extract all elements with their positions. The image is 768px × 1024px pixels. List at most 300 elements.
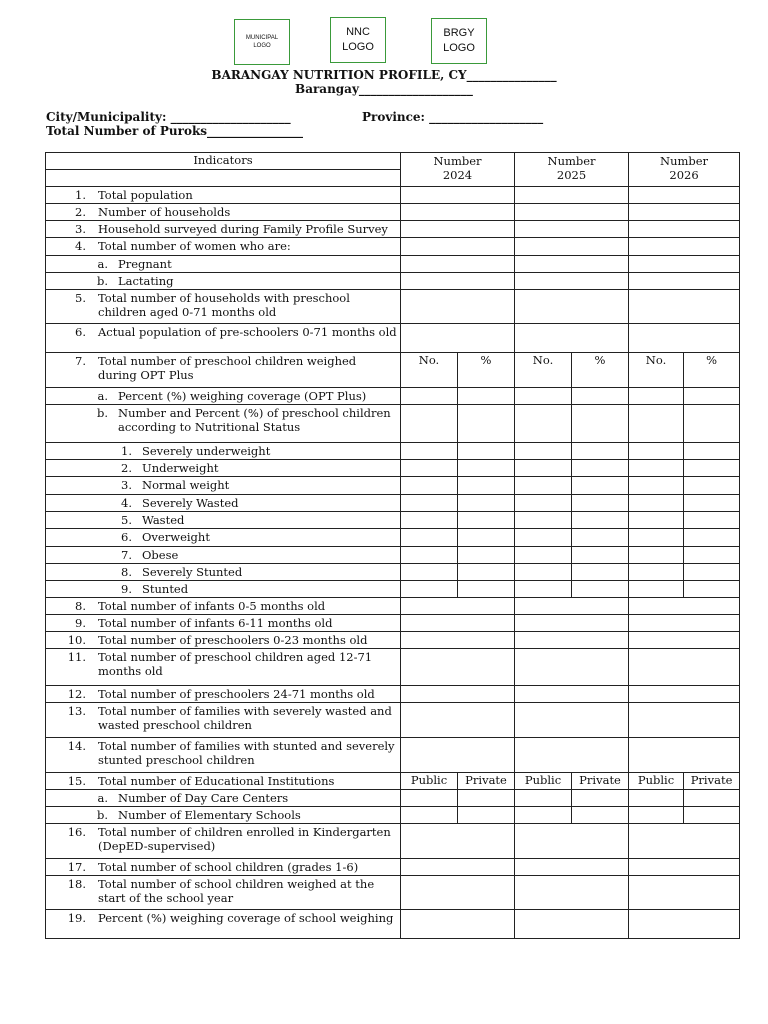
- indicator-line: [46, 389, 398, 403]
- indicator-row: [46, 790, 740, 807]
- value-cell[interactable]: [684, 495, 740, 512]
- value-cell[interactable]: [629, 790, 684, 807]
- indicator-line: [46, 791, 398, 805]
- table-header-row: [46, 153, 740, 170]
- value-cell[interactable]: [629, 512, 684, 529]
- value-cell[interactable]: [629, 204, 740, 221]
- indicator-row: [46, 460, 740, 477]
- indicator-text: Severely Wasted: [142, 496, 239, 510]
- value-cell[interactable]: [458, 405, 515, 443]
- indicator-text: Normal weight: [142, 478, 230, 492]
- value-cell[interactable]: [572, 547, 629, 564]
- indicator-number: b.: [96, 274, 108, 288]
- indicator-line: [46, 205, 398, 219]
- value-cell[interactable]: [401, 187, 515, 204]
- value-cell[interactable]: [515, 495, 572, 512]
- nnc-logo-label: NNC LOGO: [342, 26, 374, 53]
- indicator-label: [46, 238, 401, 256]
- indicator-number: 9.: [75, 616, 86, 630]
- value-cell[interactable]: [629, 238, 740, 256]
- no-subheader: No.: [629, 353, 684, 388]
- indicator-row: [46, 512, 740, 529]
- indicator-line: [46, 406, 398, 434]
- indicator-row: [46, 495, 740, 512]
- indicator-label: [46, 353, 401, 388]
- indicator-row: [46, 598, 740, 615]
- indicator-number: 19.: [67, 911, 86, 925]
- indicator-line: [46, 291, 398, 319]
- value-cell[interactable]: [572, 405, 629, 443]
- indicator-text: Overweight: [142, 530, 210, 544]
- indicator-number: 13.: [67, 704, 86, 718]
- year-header: Number 2026: [629, 153, 740, 187]
- value-cell[interactable]: [629, 273, 740, 290]
- indicator-label: [46, 443, 401, 460]
- indicator-line: [46, 860, 398, 874]
- indicator-text: Severely Stunted: [142, 565, 243, 579]
- indicator-text: Total number of infants 6-11 months old: [98, 616, 333, 630]
- value-cell[interactable]: [515, 807, 572, 824]
- value-cell[interactable]: [401, 859, 515, 876]
- indicator-number: 7.: [121, 548, 132, 562]
- value-cell[interactable]: [401, 807, 458, 824]
- value-cell[interactable]: [684, 581, 740, 598]
- value-cell[interactable]: [401, 256, 515, 273]
- value-cell[interactable]: [629, 221, 740, 238]
- public-subheader: Public: [629, 773, 684, 790]
- indicators-header-blank: [46, 170, 401, 187]
- indicator-row: [46, 876, 740, 910]
- value-cell[interactable]: [629, 495, 684, 512]
- indicator-text: Stunted: [142, 582, 189, 596]
- value-cell[interactable]: [684, 512, 740, 529]
- value-cell[interactable]: [458, 547, 515, 564]
- value-cell[interactable]: [629, 460, 684, 477]
- indicator-line: [46, 354, 398, 382]
- indicator-label: [46, 581, 401, 598]
- value-cell[interactable]: [401, 324, 515, 353]
- value-cell[interactable]: [458, 388, 515, 405]
- indicator-label: [46, 388, 401, 405]
- value-cell[interactable]: [401, 703, 515, 738]
- indicator-text: Obese: [142, 548, 179, 562]
- value-cell[interactable]: [515, 529, 572, 547]
- indicator-label: [46, 649, 401, 686]
- indicator-number: 1.: [121, 444, 132, 458]
- indicator-line: [46, 222, 398, 236]
- indicator-row: [46, 703, 740, 738]
- indicator-line: [46, 257, 398, 271]
- indicator-row: [46, 547, 740, 564]
- value-cell[interactable]: [401, 512, 458, 529]
- value-cell[interactable]: [629, 598, 740, 615]
- city-municipality-field: City/Municipality: ____________________: [46, 110, 291, 124]
- value-cell[interactable]: [629, 632, 740, 649]
- value-cell[interactable]: [401, 547, 458, 564]
- value-cell[interactable]: [401, 564, 458, 581]
- indicator-row: [46, 686, 740, 703]
- value-cell[interactable]: [515, 876, 629, 910]
- indicator-number: 1.: [75, 188, 86, 202]
- indicator-line: [46, 461, 398, 475]
- barangay-field: Barangay___________________: [295, 82, 473, 96]
- value-cell[interactable]: [458, 495, 515, 512]
- indicator-number: 18.: [67, 877, 86, 891]
- indicator-text: Number of Elementary Schools: [118, 808, 301, 822]
- indicator-row: [46, 273, 740, 290]
- value-cell[interactable]: [515, 290, 629, 324]
- value-cell[interactable]: [401, 443, 458, 460]
- value-cell[interactable]: [515, 581, 572, 598]
- value-cell[interactable]: [515, 238, 629, 256]
- indicator-line: [46, 239, 398, 253]
- value-cell[interactable]: [458, 581, 515, 598]
- value-cell[interactable]: [629, 824, 740, 859]
- value-cell[interactable]: [401, 790, 458, 807]
- indicator-line: [46, 599, 398, 613]
- indicator-text: Number of households: [98, 205, 231, 219]
- value-cell[interactable]: [515, 738, 629, 773]
- indicator-text: Total number of women who are:: [98, 239, 291, 253]
- indicator-text: Total number of families with stunted and severely stunted preschool children: [98, 739, 395, 767]
- indicator-number: 16.: [67, 825, 86, 839]
- indicator-label: [46, 703, 401, 738]
- value-cell[interactable]: [629, 564, 684, 581]
- value-cell[interactable]: [515, 477, 572, 495]
- value-cell[interactable]: [515, 324, 629, 353]
- indicator-text: Wasted: [142, 513, 185, 527]
- indicator-label: [46, 512, 401, 529]
- value-cell[interactable]: [684, 477, 740, 495]
- value-cell[interactable]: [515, 388, 572, 405]
- value-cell[interactable]: [684, 564, 740, 581]
- indicator-line: [46, 513, 398, 527]
- value-cell[interactable]: [629, 187, 740, 204]
- indicator-row: [46, 256, 740, 273]
- value-cell[interactable]: [515, 910, 629, 939]
- indicator-text: Total number of infants 0-5 months old: [98, 599, 326, 613]
- indicator-number: 2.: [75, 205, 86, 219]
- indicator-text: Total number of households with preschool children aged 0-71 months old: [98, 291, 350, 319]
- private-subheader: Private: [458, 773, 515, 790]
- indicator-row: [46, 859, 740, 876]
- value-cell[interactable]: [401, 405, 458, 443]
- year-header: Number 2024: [401, 153, 515, 187]
- value-cell[interactable]: [401, 738, 515, 773]
- indicator-text: Actual population of pre-schoolers 0-71 months old: [98, 325, 397, 339]
- value-cell[interactable]: [401, 649, 515, 686]
- value-cell[interactable]: [684, 790, 740, 807]
- value-cell[interactable]: [629, 256, 740, 273]
- indicator-label: [46, 632, 401, 649]
- value-cell[interactable]: [401, 204, 515, 221]
- indicator-row: [46, 187, 740, 204]
- indicator-label: [46, 859, 401, 876]
- value-cell[interactable]: [684, 529, 740, 547]
- value-cell[interactable]: [401, 598, 515, 615]
- indicator-label: [46, 547, 401, 564]
- percent-subheader: %: [458, 353, 515, 388]
- value-cell[interactable]: [684, 388, 740, 405]
- value-cell[interactable]: [629, 686, 740, 703]
- value-cell[interactable]: [515, 273, 629, 290]
- indicator-row: [46, 238, 740, 256]
- value-cell[interactable]: [629, 547, 684, 564]
- indicator-text: Number of Day Care Centers: [118, 791, 289, 805]
- value-cell[interactable]: [515, 824, 629, 859]
- value-cell[interactable]: [629, 324, 740, 353]
- indicator-label: [46, 738, 401, 773]
- private-subheader: Private: [572, 773, 629, 790]
- indicator-number: 14.: [67, 739, 86, 753]
- indicator-label: [46, 221, 401, 238]
- indicator-row: [46, 477, 740, 495]
- value-cell[interactable]: [515, 187, 629, 204]
- value-cell[interactable]: [515, 460, 572, 477]
- brgy-logo-label: BRGY LOGO: [443, 27, 475, 54]
- indicator-label: [46, 256, 401, 273]
- value-cell[interactable]: [401, 273, 515, 290]
- value-cell[interactable]: [572, 495, 629, 512]
- indicator-number: 6.: [75, 325, 86, 339]
- value-cell[interactable]: [572, 460, 629, 477]
- indicator-label: [46, 529, 401, 547]
- indicator-number: 9.: [121, 582, 132, 596]
- value-cell[interactable]: [401, 460, 458, 477]
- value-cell[interactable]: [572, 790, 629, 807]
- value-cell[interactable]: [401, 221, 515, 238]
- value-cell[interactable]: [572, 512, 629, 529]
- indicator-line: [46, 274, 398, 288]
- indicator-number: 5.: [75, 291, 86, 305]
- value-cell[interactable]: [572, 529, 629, 547]
- percent-subheader: %: [572, 353, 629, 388]
- value-cell[interactable]: [629, 477, 684, 495]
- indicators-header: Indicators: [46, 153, 401, 170]
- indicator-line: [46, 687, 398, 701]
- indicator-row: [46, 910, 740, 939]
- value-cell[interactable]: [458, 807, 515, 824]
- indicator-line: [46, 808, 398, 822]
- indicator-label: [46, 824, 401, 859]
- indicator-row: [46, 405, 740, 443]
- value-cell[interactable]: [629, 649, 740, 686]
- value-cell[interactable]: [515, 598, 629, 615]
- value-cell[interactable]: [401, 529, 458, 547]
- indicator-row: [46, 824, 740, 859]
- indicator-text: Total number of families with severely wasted and wasted preschool children: [98, 704, 392, 732]
- value-cell[interactable]: [515, 632, 629, 649]
- indicator-text: Severely underweight: [142, 444, 271, 458]
- value-cell[interactable]: [629, 738, 740, 773]
- indicator-label: [46, 204, 401, 221]
- indicator-number: 15.: [67, 774, 86, 788]
- municipal-logo-placeholder: [234, 19, 290, 65]
- indicator-number: 3.: [75, 222, 86, 236]
- indicator-row: [46, 632, 740, 649]
- value-cell[interactable]: [458, 564, 515, 581]
- value-cell[interactable]: [401, 686, 515, 703]
- value-cell[interactable]: [515, 547, 572, 564]
- value-cell[interactable]: [629, 807, 684, 824]
- indicator-label: [46, 876, 401, 910]
- indicator-line: [46, 325, 398, 339]
- value-cell[interactable]: [401, 495, 458, 512]
- indicator-row: [46, 443, 740, 460]
- value-cell[interactable]: [515, 564, 572, 581]
- percent-subheader: %: [684, 353, 740, 388]
- public-subheader: Public: [401, 773, 458, 790]
- indicator-line: [46, 704, 398, 732]
- value-cell[interactable]: [629, 876, 740, 910]
- value-cell[interactable]: [684, 405, 740, 443]
- value-cell[interactable]: [458, 460, 515, 477]
- no-subheader: No.: [401, 353, 458, 388]
- indicator-number: a.: [97, 791, 108, 805]
- value-cell[interactable]: [515, 686, 629, 703]
- value-cell[interactable]: [629, 859, 740, 876]
- indicator-label: [46, 187, 401, 204]
- indicator-label: [46, 564, 401, 581]
- value-cell[interactable]: [458, 790, 515, 807]
- value-cell[interactable]: [515, 204, 629, 221]
- value-cell[interactable]: [629, 615, 740, 632]
- indicator-text: Lactating: [118, 274, 174, 288]
- document-title: BARANGAY NUTRITION PROFILE, CY_______________: [211, 68, 557, 82]
- value-cell[interactable]: [572, 564, 629, 581]
- municipal-logo-label: MUNICIPAL LOGO: [245, 35, 279, 49]
- indicator-text: Total number of preschool children weighed during OPT Plus: [98, 354, 357, 382]
- indicator-label: [46, 615, 401, 632]
- no-subheader: No.: [515, 353, 572, 388]
- indicator-text: Total number of school children (grades 1-6): [98, 860, 359, 874]
- value-cell[interactable]: [401, 615, 515, 632]
- indicator-number: 2.: [121, 461, 132, 475]
- value-cell[interactable]: [401, 876, 515, 910]
- value-cell[interactable]: [401, 632, 515, 649]
- indicator-row: [46, 615, 740, 632]
- indicator-label: [46, 324, 401, 353]
- indicator-line: [46, 444, 398, 458]
- indicator-line: [46, 911, 398, 925]
- indicator-label: [46, 273, 401, 290]
- value-cell[interactable]: [401, 238, 515, 256]
- value-cell[interactable]: [515, 859, 629, 876]
- indicator-row: [46, 649, 740, 686]
- value-cell[interactable]: [515, 790, 572, 807]
- value-cell[interactable]: [629, 703, 740, 738]
- value-cell[interactable]: [684, 807, 740, 824]
- value-cell[interactable]: [515, 703, 629, 738]
- indicator-text: Total number of preschool children aged 12-71 months old: [98, 650, 373, 678]
- value-cell[interactable]: [458, 477, 515, 495]
- indicator-label: [46, 790, 401, 807]
- value-cell[interactable]: [401, 388, 458, 405]
- value-cell[interactable]: [629, 443, 684, 460]
- value-cell[interactable]: [572, 388, 629, 405]
- value-cell[interactable]: [684, 547, 740, 564]
- indicator-line: [46, 877, 398, 905]
- indicator-text: Total number of school children weighed at the start of the school year: [98, 877, 375, 905]
- value-cell[interactable]: [684, 460, 740, 477]
- indicator-row: [46, 353, 740, 388]
- indicator-text: Number and Percent (%) of preschool children according to Nutritional Status: [118, 406, 391, 434]
- value-cell[interactable]: [515, 512, 572, 529]
- indicator-line: [46, 548, 398, 562]
- nnc-logo-placeholder: [330, 17, 386, 63]
- value-cell[interactable]: [458, 443, 515, 460]
- indicator-number: 6.: [121, 530, 132, 544]
- indicator-number: 17.: [67, 860, 86, 874]
- indicator-text: Total number of children enrolled in Kindergarten (DepED-supervised): [98, 825, 391, 853]
- value-cell[interactable]: [629, 405, 684, 443]
- indicator-number: b.: [96, 808, 108, 822]
- value-cell[interactable]: [629, 529, 684, 547]
- value-cell[interactable]: [401, 477, 458, 495]
- value-cell[interactable]: [515, 221, 629, 238]
- indicator-number: a.: [97, 257, 108, 271]
- value-cell[interactable]: [515, 256, 629, 273]
- indicator-row: [46, 388, 740, 405]
- indicator-row: [46, 738, 740, 773]
- value-cell[interactable]: [572, 477, 629, 495]
- value-cell[interactable]: [515, 405, 572, 443]
- indicator-row: [46, 807, 740, 824]
- value-cell[interactable]: [684, 443, 740, 460]
- value-cell[interactable]: [629, 910, 740, 939]
- value-cell[interactable]: [458, 512, 515, 529]
- value-cell[interactable]: [572, 807, 629, 824]
- value-cell[interactable]: [401, 290, 515, 324]
- indicator-row: [46, 324, 740, 353]
- value-cell[interactable]: [629, 388, 684, 405]
- indicator-text: Total population: [98, 188, 193, 202]
- indicator-label: [46, 910, 401, 939]
- indicator-number: 4.: [75, 239, 86, 253]
- indicator-line: [46, 496, 398, 510]
- value-cell[interactable]: [401, 581, 458, 598]
- indicator-number: b.: [96, 406, 108, 420]
- indicator-label: [46, 290, 401, 324]
- indicator-line: [46, 188, 398, 202]
- indicator-label: [46, 686, 401, 703]
- value-cell[interactable]: [629, 581, 684, 598]
- value-cell[interactable]: [401, 824, 515, 859]
- indicator-text: Total number of preschoolers 24-71 months old: [98, 687, 375, 701]
- value-cell[interactable]: [515, 649, 629, 686]
- indicator-row: [46, 773, 740, 790]
- indicator-row: [46, 529, 740, 547]
- indicator-label: [46, 405, 401, 443]
- value-cell[interactable]: [629, 290, 740, 324]
- value-cell[interactable]: [515, 443, 572, 460]
- nutrition-profile-table: [45, 152, 740, 939]
- indicator-number: a.: [97, 389, 108, 403]
- indicator-text: Percent (%) weighing coverage of school weighing: [98, 911, 394, 925]
- value-cell[interactable]: [515, 615, 629, 632]
- indicator-line: [46, 739, 398, 767]
- value-cell[interactable]: [572, 581, 629, 598]
- value-cell[interactable]: [458, 529, 515, 547]
- indicator-label: [46, 460, 401, 477]
- indicator-label: [46, 598, 401, 615]
- indicator-line: [46, 530, 398, 544]
- indicator-text: Total number of preschoolers 0-23 months old: [98, 633, 368, 647]
- indicator-row: [46, 290, 740, 324]
- value-cell[interactable]: [401, 910, 515, 939]
- value-cell[interactable]: [572, 443, 629, 460]
- province-field: Province: ___________________: [362, 110, 544, 124]
